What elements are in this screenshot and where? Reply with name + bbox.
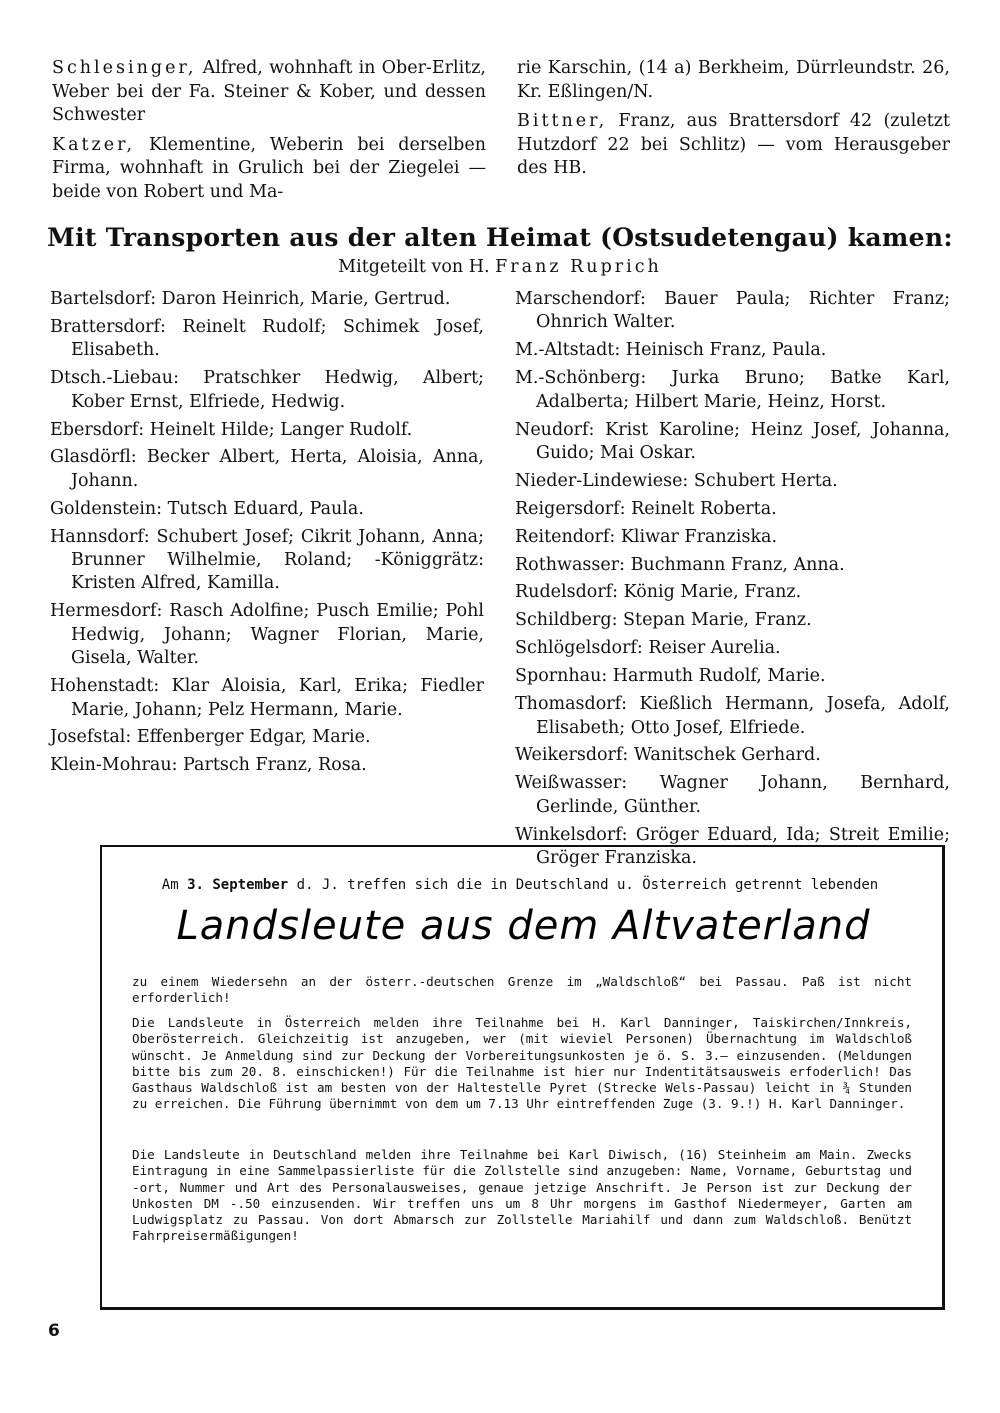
list-item: Reigersdorf: Reinelt Roberta.	[515, 498, 777, 519]
notice-schlesinger	[52, 57, 486, 128]
ad-paragraph-meeting: zu einem Wiedersehn an der österr.-deutschen Grenze im „Waldschloß“ bei Passau. Paß ist nicht erforderlich!	[132, 974, 912, 1006]
list-item: Weißwasser: Wagner Johann, Bernhard, Gerlinde, Günther.	[515, 773, 950, 817]
subline-author: Franz Ruprich	[495, 257, 662, 277]
notice-name: Bittner,	[517, 111, 608, 131]
list-item: Thomasdorf: Kießlich Hermann, Josefa, Adolf, Elisabeth; Otto Josef, Elfriede.	[515, 694, 950, 738]
list-item: Reitendorf: Kliwar Franziska.	[515, 526, 778, 547]
notice-name: Katzer,	[52, 134, 136, 155]
list-item: Hermesdorf: Rasch Adolfine; Pusch Emilie; Pohl Hedwig, Johann; Wagner Florian, Marie, Gisela, Walter.	[50, 601, 484, 669]
list-item: Bartelsdorf: Daron Heinrich, Marie, Gertrud.	[50, 289, 451, 309]
list-item: Schlögelsdorf: Reiser Aurelia.	[515, 638, 781, 659]
section-heading: Mit Transporten aus der alten Heimat (Ostsudetengau) kamen:	[47, 223, 953, 252]
ad-paragraph-germany: Die Landsleute in Deutschland melden ihre Teilnahme bei Karl Diwisch, (16) Steinheim am Main. Zwecks Eintragung in eine Sammelpassierliste für die Zollstelle sind anzugeben: Name, Vorname, Geburtstag und -ort, Nummer und Art des Personalausweises, genaue jetzige Anschrift. Je Person ist zur Deckung der Unkosten DM -.50 einzusenden. Wir treffen uns um 8 Uhr morgens im Gasthof Niedermeyer, Garten am Ludwigsplatz zu Passau. Von dort Abmarsch zur Zollstelle Mariahilf und dann zum Waldschloß. Benützt Fahrpreisermäßigungen!	[132, 1147, 912, 1244]
page-number: 6	[48, 1321, 60, 1341]
ad-intro-pre: Am	[161, 877, 188, 893]
ad-paragraph-austria: Die Landsleute in Österreich melden ihre Teilnahme bei H. Karl Danninger, Taiskirchen/Innkreis, Oberösterreich. Gleichzeitig ist anzugeben, wer (mit wieviel Personen) Übernachtung im Waldschloß wünscht. Je Anmeldung sind zur Deckung der Vorbereitungsunkosten je ö. S. 3.— einzusenden. (Meldungen bitte bis zum 20. 8. einschicken!) Für die Teilnahme ist hier nur Indentitätsausweis erfoderlich! Das Gasthaus Waldschloß ist am besten von der Haltestelle Pyret (Strecke Wels-Passau) leicht in ¾ Stunden zu erreichen. Die Führung übernimmt von dem um 7.13 Uhr eintreffenden Zuge (3. 9.!) H. Karl Danninger.	[132, 1015, 912, 1112]
list-item: Ebersdorf: Heinelt Hilde; Langer Rudolf.	[50, 419, 413, 440]
list-item: Schildberg: Stepan Marie, Franz.	[515, 610, 812, 631]
list-item: M.-Schönberg: Jurka Bruno; Batke Karl, Adalberta; Hilbert Marie, Heinz, Horst.	[515, 368, 950, 412]
list-item: Josefstal: Effenberger Edgar, Marie.	[50, 727, 371, 748]
notice-katzer	[52, 134, 486, 205]
notice-text: Franz, aus Brattersdorf 42 (zuletzt Hutzdorf 22 bei Schlitz) — vom Herausgeber des HB.	[517, 111, 950, 178]
list-item: Neudorf: Krist Karoline; Heinz Josef, Johanna, Guido; Mai Oskar.	[515, 419, 950, 463]
list-item: Hohenstadt: Klar Aloisia, Karl, Erika; Fiedler Marie, Johann; Pelz Hermann, Marie.	[50, 676, 484, 720]
notice-bittner	[517, 110, 950, 181]
list-item: Brattersdorf: Reinelt Rudolf; Schimek Josef, Elisabeth.	[50, 316, 484, 361]
list-item: Weikersdorf: Wanitschek Gerhard.	[515, 745, 821, 766]
subline-prefix: Mitgeteilt von H.	[338, 257, 490, 277]
notice-karschin: rie Karschin, (14 a) Berkheim, Dürrleundstr. 26, Kr. Eßlingen/N.	[517, 58, 950, 102]
list-item: Goldenstein: Tutsch Eduard, Paula.	[50, 498, 364, 519]
ad-intro-date: 3. September	[187, 877, 289, 893]
list-item: Winkelsdorf: Gröger Eduard, Ida; Streit Emilie; Gröger Franziska.	[515, 824, 950, 869]
section-subline	[0, 257, 1000, 277]
ad-title: Landsleute aus dem Altvaterland	[176, 903, 871, 949]
ad-intro	[130, 877, 910, 893]
list-item: Dtsch.-Liebau: Pratschker Hedwig, Albert; Kober Ernst, Elfriede, Hedwig.	[50, 368, 484, 412]
list-item: Glasdörfl: Becker Albert, Herta, Aloisia, Anna, Johann.	[50, 447, 484, 491]
list-item: Marschendorf: Bauer Paula; Richter Franz; Ohnrich Walter.	[515, 289, 950, 333]
list-item: Hannsdorf: Schubert Josef; Cikrit Johann, Anna; Brunner Wilhelmie, Roland; -Königgrätz: Kristen Alfred, Kamilla.	[50, 526, 484, 594]
list-item: Nieder-Lindewiese: Schubert Herta.	[515, 470, 838, 491]
list-item: Rudelsdorf: König Marie, Franz.	[515, 582, 802, 603]
notice-text: Alfred, wohnhaft in Ober-Erlitz, Weber bei der Fa. Steiner & Kober, und dessen Schwester	[52, 58, 486, 125]
top-right-column	[517, 57, 950, 187]
notice-name: Schlesinger,	[52, 58, 197, 78]
list-item: Klein-Mohrau: Partsch Franz, Rosa.	[50, 755, 367, 776]
list-item: M.-Altstadt: Heinisch Franz, Paula.	[515, 340, 827, 361]
list-item: Rothwasser: Buchmann Franz, Anna.	[515, 554, 845, 575]
ad-intro-post: d. J. treffen sich die in Deutschland u. Österreich getrennt lebenden	[288, 877, 879, 893]
advertisement-box	[100, 845, 945, 1310]
top-left-column	[52, 57, 486, 210]
notice-text: Klementine, Weberin bei derselben Firma, wohnhaft in Grulich bei der Ziegelei — beide von Robert und Ma-	[52, 134, 486, 202]
transport-list-right	[515, 288, 950, 875]
transport-list-left	[50, 288, 484, 782]
list-item: Spornhau: Harmuth Rudolf, Marie.	[515, 666, 826, 687]
